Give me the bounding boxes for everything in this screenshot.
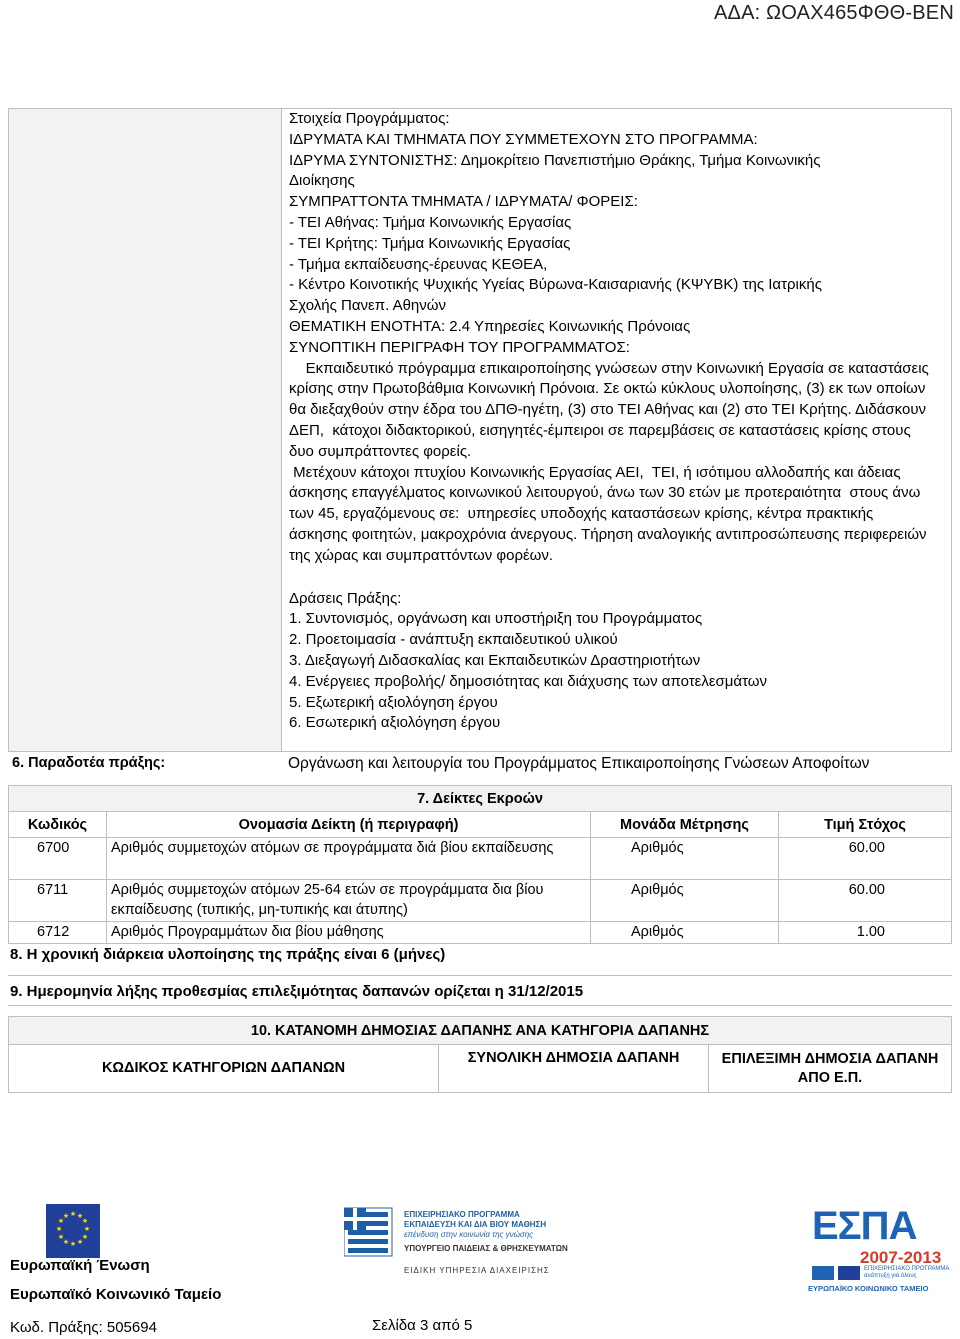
indicators-header-target: Τιμή Στόχος — [779, 812, 952, 838]
action-item: 6. Εσωτερική αξιολόγηση έργου — [289, 714, 501, 732]
indicator-name: Αριθμός Προγραμμάτων δια βίου μάθησης — [107, 922, 591, 944]
indicator-target: 1.00 — [779, 922, 952, 944]
program-details — [289, 109, 933, 734]
svg-text:★: ★ — [62, 1238, 70, 1246]
table-row — [9, 922, 952, 944]
espa-small-text: ΕΠΙΧΕΙΡΗΣΙΑΚΟ ΠΡΟΓΡΑΜΜΑ ανάπτυξη για όλους — [864, 1266, 950, 1279]
indicator-target: 60.00 — [779, 838, 952, 880]
eu-fund-label: Ευρωπαϊκό Κοινωνικό Ταμείο — [10, 1286, 222, 1303]
indicator-unit: Αριθμός — [591, 922, 779, 944]
svg-text:★: ★ — [81, 1217, 89, 1225]
gr-logo-line1: ΕΠΙΧΕΙΡΗΣΙΑΚΟ ΠΡΟΓΡΑΜΜΑ — [404, 1210, 520, 1219]
greek-flag-icon — [812, 1266, 834, 1280]
svg-text:★: ★ — [81, 1233, 89, 1241]
divider — [8, 1005, 952, 1006]
deadline-line: 9. Ημερομηνία λήξης προθεσμίας επιλεξιμότητας δαπανών ορίζεται η 31/12/2015 — [10, 983, 584, 1000]
indicators-header-unit: Μονάδα Μέτρησης — [591, 812, 779, 838]
indicator-target: 60.00 — [779, 880, 952, 922]
expenses-header-total: ΣΥΝΟΛΙΚΗ ΔΗΜΟΣΙΑ ΔΑΠΑΝΗ — [439, 1045, 709, 1093]
svg-text:★: ★ — [57, 1217, 65, 1225]
svg-text:★: ★ — [62, 1212, 70, 1220]
gr-logo-line2: ΕΚΠΑΙΔΕΥΣΗ ΚΑΙ ΔΙΑ ΒΙΟΥ ΜΑΘΗΣΗ — [404, 1220, 547, 1229]
gr-logo-line5: ΕΙΔΙΚΗ ΥΠΗΡΕΣΙΑ ΔΙΑΧΕΙΡΙΣΗΣ — [404, 1266, 550, 1275]
ada-code: ΑΔΑ: ΩΟΑΧ465ΦΘΘ-ΒΕΝ — [713, 2, 954, 24]
indicator-name: Αριθμός συμμετοχών ατόμων 25-64 ετών σε προγράμματα δια βίου εκπαίδευσης (τυπικής, μη-τυπικής και άτυπης) — [107, 880, 591, 922]
eu-flag-icon — [46, 1204, 100, 1258]
espa-word: ΕΣΠΑ — [812, 1204, 917, 1248]
indicator-code: 6712 — [9, 922, 107, 944]
svg-text:★: ★ — [83, 1225, 91, 1233]
indicator-code: 6700 — [9, 838, 107, 880]
indicators-header-code: Κωδικός — [9, 812, 107, 838]
deliverables-label: 6. Παραδοτέα πράξης: — [12, 755, 166, 771]
table-row — [9, 838, 952, 880]
gr-logo-line4: ΥΠΟΥΡΓΕΙΟ ΠΑΙΔΕΙΑΣ & ΘΡΗΣΚΕΥΜΑΤΩΝ — [404, 1244, 568, 1253]
indicators-table — [8, 785, 952, 944]
divider — [8, 975, 952, 976]
program-description: Εκπαιδευτικό πρόγραμμα επικαιροποίησης γνώσεων στην Κοινωνική Εργασία σε καταστάσεις κρίσης στην Πρωτοβάθμια Κοινωνική Πρόνοια. Σε οκτώ κύκλους υλοποίησης, (3) εκ των οποίων θα διεξαχθούν στην έδρα του ΔΠΘ-ηγέτη, (3) στο ΤΕΙ Αθήνας και (2) στο ΤΕΙ Κρήτης. Διδάσκουν ΔΕΠ, κάτοχοι διδακτορικού, εισηγητές-έμπειροι σε παρεμβάσεις σε καταστάσεις κρίσης στους δυο συμπράττοντες φορείς. — [289, 359, 933, 460]
program-line: ΣΥΝΟΠΤΙΚΗ ΠΕΡΙΓΡΑΦΗ ΤΟΥ ΠΡΟΓΡΑΜΜΑΤΟΣ: — [289, 338, 630, 356]
program-participants: Μετέχουν κάτοχοι πτυχίου Κοινωνικής Εργασίας ΑΕΙ, ΤΕΙ, ή ισότιμου αλλοδαπής και άδειας άσκησης επαγγέλματος κοινωνικού λειτουργού, άνω των 30 ετών με προτεραιότητα στους άνω των 45, εργαζόμενους σε: υπηρεσίες υποδοχής καταστάσεων κρίσης, κέντρα πρακτικής άσκησης φοιτητών, μακροχρόνια άνεργους. Τήρηση αναλογικής αντιπροσώπευσης περιφερειών της χώρας και συμπραττόντων φορέων. — [289, 463, 931, 564]
deliverables-value: Οργάνωση και λειτουργία του Προγράμματος Επικαιροποίησης Γνώσεων Αποφοίτων — [288, 755, 870, 772]
program-line: - ΤΕΙ Κρήτης: Τμήμα Κοινωνικής Εργασίας — [289, 234, 571, 252]
expenses-header-category: ΚΩΔΙΚΟΣ ΚΑΤΗΓΟΡΙΩΝ ΔΑΠΑΝΩΝ — [9, 1045, 439, 1093]
program-line: - Τμήμα εκπαίδευσης-έρευνας ΚΕΘΕΑ, — [289, 255, 548, 273]
eu-union-label: Ευρωπαϊκή Ένωση — [10, 1257, 150, 1274]
expenses-table — [8, 1016, 952, 1093]
program-block — [8, 108, 952, 752]
indicators-header-name: Ονομασία Δείκτη (ή περιγραφή) — [107, 812, 591, 838]
indicator-unit: Αριθμός — [591, 880, 779, 922]
expenses-title: 10. ΚΑΤΑΝΟΜΗ ΔΗΜΟΣΙΑΣ ΔΑΠΑΝΗΣ ΑΝΑ ΚΑΤΗΓΟΡΙΑ ΔΑΠΑΝΗΣ — [9, 1017, 952, 1045]
program-line: ΙΔΡΥΜΑ ΣΥΝΤΟΝΙΣΤΗΣ: Δημοκρίτειο Πανεπιστήμιο Θράκης, Τμήμα Κοινωνικής — [289, 151, 821, 169]
svg-text:★: ★ — [76, 1238, 84, 1246]
espa-logo — [808, 1204, 958, 1296]
program-line: Στοιχεία Προγράμματος: — [289, 110, 450, 127]
program-line: Διοίκησης — [289, 172, 355, 190]
svg-text:★: ★ — [55, 1225, 63, 1233]
indicator-name: Αριθμός συμμετοχών ατόμων σε προγράμματα διά βίου εκπαίδευσης — [107, 838, 591, 880]
indicator-unit: Αριθμός — [591, 838, 779, 880]
program-line: ΘΕΜΑΤΙΚΗ ΕΝΟΤΗΤΑ: 2.4 Υπηρεσίες Κοινωνικής Πρόνοιας — [289, 317, 691, 335]
program-label-cell — [9, 109, 282, 751]
indicators-title: 7. Δείκτες Εκροών — [9, 786, 952, 812]
actions-title: Δράσεις Πράξης: — [289, 589, 402, 607]
eu-flag-small-icon — [838, 1266, 860, 1280]
expenses-header-eligible — [709, 1045, 952, 1093]
page-number: Σελίδα 3 από 5 — [372, 1317, 473, 1334]
indicator-code: 6711 — [9, 880, 107, 922]
svg-text:★: ★ — [69, 1240, 77, 1248]
program-line: ΣΥΜΠΡΑΤΤΟΝΤΑ ΤΜΗΜΑΤΑ / ΙΔΡΥΜΑΤΑ/ ΦΟΡΕΙΣ: — [289, 193, 638, 211]
svg-text:★: ★ — [76, 1212, 84, 1220]
expenses-header-eligible-line1: ΕΠΙΛΕΞΙΜΗ ΔΗΜΟΣΙΑ ΔΑΠΑΝΗ — [721, 1050, 939, 1067]
svg-text:★: ★ — [57, 1233, 65, 1241]
svg-text:★: ★ — [69, 1210, 77, 1218]
gr-logo-line3: επένδυση στην κοινωνία της γνώσης — [404, 1230, 534, 1239]
action-item: 1. Συντονισμός, οργάνωση και υποστήριξη του Προγράμματος — [289, 610, 703, 628]
espa-slogan: ΕΥΡΩΠΑΪΚΟ ΚΟΙΝΩΝΙΚΟ ΤΑΜΕΙΟ — [808, 1284, 929, 1293]
program-line: - ΤΕΙ Αθήνας: Τμήμα Κοινωνικής Εργασίας — [289, 213, 572, 231]
action-item: 3. Διεξαγωγή Διδασκαλίας και Εκπαιδευτικών Δραστηριοτήτων — [289, 651, 701, 669]
table-row — [9, 880, 952, 922]
operational-programme-logo — [344, 1206, 704, 1286]
duration-line: 8. Η χρονική διάρκεια υλοποίησης της πράξης είναι 6 (μήνες) — [10, 946, 446, 963]
action-item: 5. Εξωτερική αξιολόγηση έργου — [289, 693, 498, 711]
program-line: ΙΔΡΥΜΑΤΑ ΚΑΙ ΤΜΗΜΑΤΑ ΠΟΥ ΣΥΜΜΕΤΕΧΟΥΝ ΣΤΟ ΠΡΟΓΡΑΜΜΑ: — [289, 130, 758, 148]
espa-years: 2007-2013 — [860, 1248, 942, 1267]
program-line: - Κέντρο Κοινοτικής Ψυχικής Υγείας Βύρωνα-Καισαριανής (ΚΨΥΒΚ) της Ιατρικής — [289, 276, 822, 294]
project-code: Κωδ. Πράξης: 505694 — [10, 1319, 157, 1336]
program-line: Σχολής Πανεπ. Αθηνών — [289, 297, 446, 315]
action-item: 4. Ενέργειες προβολής/ δημοσιότητας και διάχυσης των αποτελεσμάτων — [289, 672, 768, 690]
expenses-header-eligible-line2: ΑΠΟ Ε.Π. — [797, 1069, 863, 1086]
action-item: 2. Προετοιμασία - ανάπτυξη εκπαιδευτικού υλικού — [289, 631, 618, 649]
